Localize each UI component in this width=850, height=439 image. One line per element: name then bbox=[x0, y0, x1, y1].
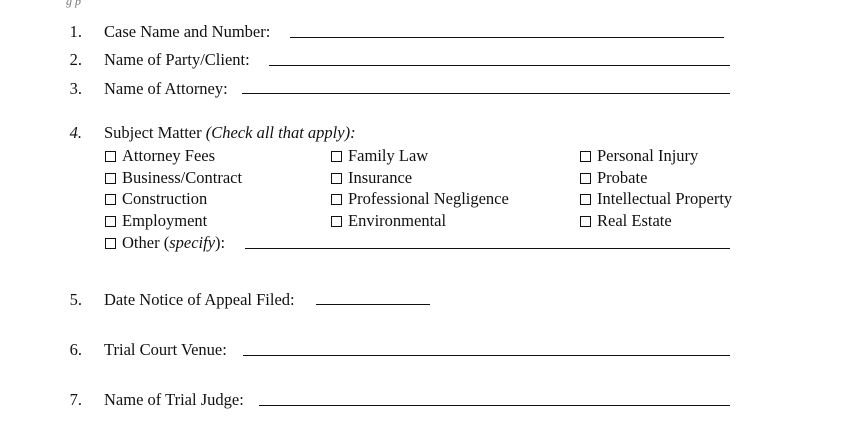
option-label: Real Estate bbox=[597, 211, 672, 230]
checkbox[interactable] bbox=[105, 216, 116, 227]
option-probate[interactable] bbox=[580, 169, 647, 187]
option-label: Insurance bbox=[348, 168, 413, 187]
checkbox[interactable] bbox=[580, 194, 591, 205]
trial-court-venue-field[interactable] bbox=[243, 355, 730, 356]
subject-matter-note: (Check all that apply): bbox=[205, 123, 356, 142]
option-label: Probate bbox=[597, 168, 648, 187]
case-name-label: Case Name and Number: bbox=[104, 22, 271, 41]
checkbox[interactable] bbox=[331, 194, 342, 205]
checkbox[interactable] bbox=[105, 238, 116, 249]
option-professional-negligence[interactable] bbox=[331, 190, 509, 208]
option-label: Professional Negligence bbox=[348, 189, 509, 208]
item-number: 5. bbox=[69, 290, 82, 309]
header-fragment: g p bbox=[66, 0, 81, 8]
option-label: Employment bbox=[122, 211, 208, 230]
item-number: 2. bbox=[69, 50, 82, 69]
checkbox[interactable] bbox=[331, 151, 342, 162]
trial-judge-field[interactable] bbox=[259, 405, 730, 406]
option-attorney-fees[interactable] bbox=[105, 147, 215, 165]
item-number: 1. bbox=[69, 22, 82, 41]
option-other[interactable] bbox=[105, 234, 225, 252]
checkbox[interactable] bbox=[580, 151, 591, 162]
other-label: Other ( bbox=[122, 233, 170, 252]
option-business-contract[interactable] bbox=[105, 169, 242, 187]
checkbox[interactable] bbox=[580, 173, 591, 184]
checkbox[interactable] bbox=[105, 173, 116, 184]
trial-judge-label: Name of Trial Judge: bbox=[104, 390, 244, 409]
option-label: Attorney Fees bbox=[122, 146, 216, 165]
subject-matter-label: Subject Matter bbox=[104, 123, 202, 142]
notice-of-appeal-date-field[interactable] bbox=[316, 304, 430, 305]
checkbox[interactable] bbox=[105, 151, 116, 162]
item-number: 4. bbox=[69, 123, 82, 142]
option-label: Personal Injury bbox=[597, 146, 699, 165]
option-insurance[interactable] bbox=[331, 169, 412, 187]
other-specify-field[interactable] bbox=[245, 248, 730, 249]
other-specify-label: specify bbox=[169, 233, 216, 252]
item-number: 7. bbox=[69, 390, 82, 409]
checkbox[interactable] bbox=[580, 216, 591, 227]
option-label: Environmental bbox=[348, 211, 447, 230]
option-label: Intellectual Property bbox=[597, 189, 733, 208]
notice-of-appeal-label: Date Notice of Appeal Filed: bbox=[104, 290, 295, 309]
option-employment[interactable] bbox=[105, 212, 207, 230]
checkbox[interactable] bbox=[331, 173, 342, 184]
checkbox[interactable] bbox=[331, 216, 342, 227]
party-client-label: Name of Party/Client: bbox=[104, 50, 250, 69]
option-intellectual-property[interactable] bbox=[580, 190, 732, 208]
option-family-law[interactable] bbox=[331, 147, 428, 165]
option-construction[interactable] bbox=[105, 190, 207, 208]
option-real-estate[interactable] bbox=[580, 212, 672, 230]
option-personal-injury[interactable] bbox=[580, 147, 698, 165]
option-label: Business/Contract bbox=[122, 168, 243, 187]
attorney-field[interactable] bbox=[242, 93, 730, 94]
item-number: 6. bbox=[69, 340, 82, 359]
trial-court-venue-label: Trial Court Venue: bbox=[104, 340, 227, 359]
other-suffix: ): bbox=[215, 233, 226, 252]
case-name-field[interactable] bbox=[290, 37, 724, 38]
option-environmental[interactable] bbox=[331, 212, 446, 230]
item-number: 3. bbox=[69, 79, 82, 98]
checkbox[interactable] bbox=[105, 194, 116, 205]
attorney-label: Name of Attorney: bbox=[104, 79, 228, 98]
option-label: Family Law bbox=[348, 146, 429, 165]
party-client-field[interactable] bbox=[269, 65, 730, 66]
option-label: Construction bbox=[122, 189, 208, 208]
subject-matter-heading bbox=[104, 124, 356, 142]
